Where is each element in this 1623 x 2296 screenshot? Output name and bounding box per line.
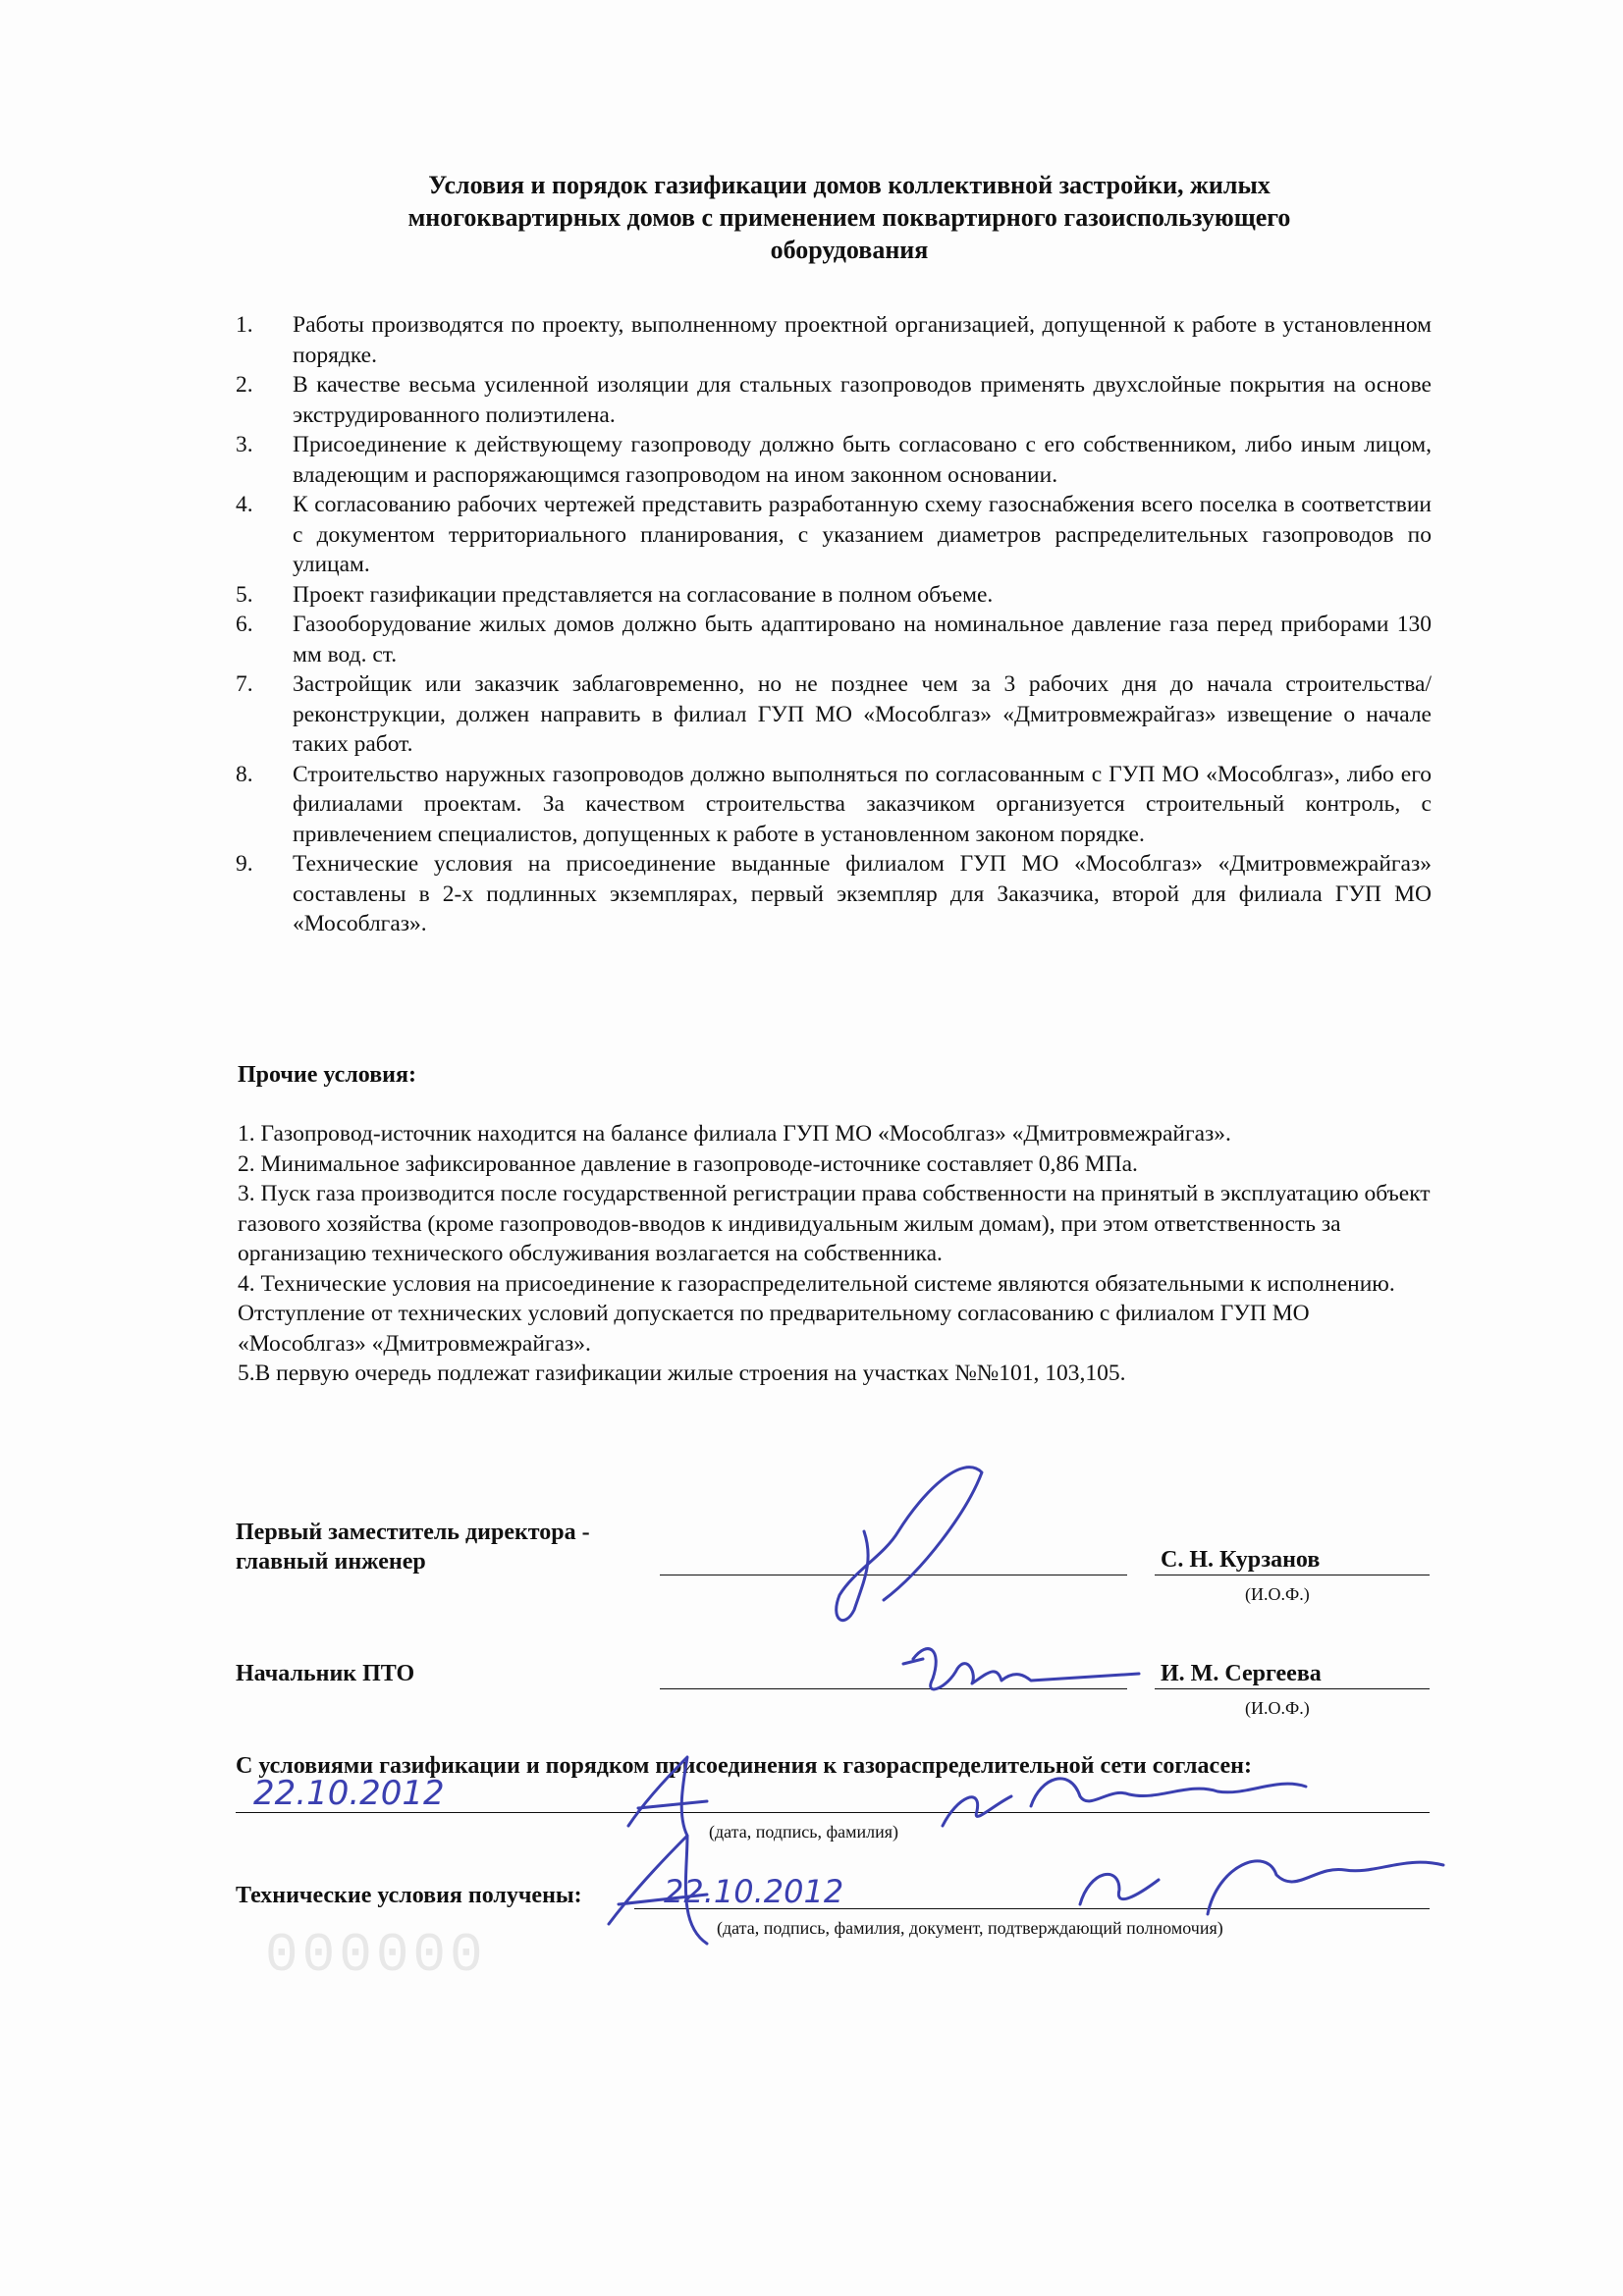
condition-text: Присоединение к действующему газопроводу должно быть согласовано с его собственником, либо иным лицом, владеющим и распоряжающимся газопроводом на ином законном основании. [293, 432, 1432, 488]
condition-number: 3. [236, 432, 253, 457]
agreement-signature [628, 1757, 707, 1836]
title-line-2: многоквартирных домов с применением поквартирного газоиспользующего [407, 203, 1291, 232]
first-deputy-title-line-2: главный инженер [236, 1549, 426, 1575]
condition-text: Работы производятся по проекту, выполненному проектной организацией, допущенной к работе в установленном порядке. [293, 312, 1432, 368]
condition-text: Газооборудование жилых домов должно быть адаптировано на номинальное давление газа перед приборами 130 мм вод. ст. [293, 612, 1432, 667]
pto-head-title: Начальник ПТО [236, 1661, 415, 1686]
title-line-1: Условия и порядок газификации домов коллективной застройки, жилых [428, 171, 1271, 199]
first-deputy-signature [837, 1468, 982, 1621]
condition-number: 5. [236, 581, 253, 608]
first-deputy-title-line-1: Первый заместитель директора - [236, 1520, 590, 1545]
condition-number: 2. [236, 372, 253, 398]
first-deputy-name: С. Н. Курзанов [1161, 1547, 1321, 1573]
agreement-statement: С условиями газификации и порядком присоединения к газораспределительной сети согласен: [236, 1753, 1252, 1779]
agreement-name-signature [943, 1779, 1306, 1826]
condition-number: 1. [236, 312, 253, 338]
condition-text: Строительство наружных газопроводов должно выполняться по согласованным с ГУП МО «Мособлгаз», либо его филиалами проектам. За качеством строительства заказчиком организуется строительный контроль, с привлечением специалистов, допущенных к работе в установленном законом порядке. [293, 761, 1432, 847]
received-label: Технические условия получены: [236, 1883, 582, 1908]
other-condition-item: 4. Технические условия на присоединение к газораспределительной системе являются обязательными к исполнению. Отступление от технических условий допускается по предварительному согласованию с филиалом ГУП МО «Мособлгаз» «Дмитровмежрайгаз». [238, 1270, 1395, 1357]
condition-number: 6. [236, 612, 253, 637]
condition-number: 7. [236, 671, 253, 697]
other-conditions-heading: Прочие условия: [238, 1062, 416, 1088]
condition-number: 4. [236, 492, 253, 517]
other-condition-item: 3. Пуск газа производится после государственной регистрации права собственности на принятый в эксплуатацию объект газового хозяйства (кроме газопроводов-вводов к индивидуальным жилым домам), при этом ответственность за организацию технического обслуживания возлагается на собственника. [238, 1181, 1431, 1266]
fio-hint-1: (И.О.Ф.) [1245, 1584, 1310, 1604]
pto-head-name: И. М. Сергеева [1161, 1661, 1322, 1686]
received-name-signature [1080, 1861, 1443, 1914]
condition-text: В качестве весьма усиленной изоляции для стальных газопроводов применять двухслойные покрытия на основе экструдированного полиэтилена. [293, 372, 1432, 428]
condition-text: К согласованию рабочих чертежей представить разработанную схему газоснабжения всего поселка в соответствии с документом территориального планирования, с указанием диаметров распределительных газопроводов по улицам. [293, 492, 1432, 577]
pto-signature [913, 1649, 1139, 1689]
agreement-hint: (дата, подпись, фамилия) [709, 1822, 899, 1842]
condition-text: Проект газификации представляется на согласование в полном объеме. [293, 581, 994, 608]
other-condition-item: 2. Минимальное зафиксированное давление в газопроводе-источнике составляет 0,86 МПа. [238, 1150, 1138, 1177]
fio-hint-2: (И.О.Ф.) [1245, 1698, 1310, 1718]
condition-number: 8. [236, 761, 253, 787]
condition-text: Технические условия на присоединение выданные филиалом ГУП МО «Мособлгаз» «Дмитровмежрайгаз» составлены в 2-х подлинных экземплярах, первый экземпляр для Заказчика, второй для филиала ГУП МО «Мособлгаз». [293, 851, 1432, 936]
condition-number: 9. [236, 851, 253, 877]
received-handwritten-date: 22.10.2012 [664, 1873, 844, 1910]
faint-stamp-number: 000000 [265, 1924, 487, 1987]
other-condition-item: 5.В первую очередь подлежат газификации жилые строения на участках №№101, 103,105. [238, 1361, 1126, 1386]
title-line-3: оборудования [770, 236, 929, 264]
agreement-handwritten-date: 22.10.2012 [253, 1774, 445, 1813]
other-condition-item: 1. Газопровод-источник находится на балансе филиала ГУП МО «Мособлгаз» «Дмитровмежрайгаз». [238, 1121, 1231, 1147]
received-hint: (дата, подпись, фамилия, документ, подтверждающий полномочия) [717, 1918, 1223, 1938]
condition-text: Застройщик или заказчик заблаговременно, но не позднее чем за 3 рабочих дня до начала строительства/реконструкции, должен направить в филиал ГУП МО «Мособлгаз» «Дмитровмежрайгаз» извещение о начале таких работ. [293, 671, 1432, 757]
